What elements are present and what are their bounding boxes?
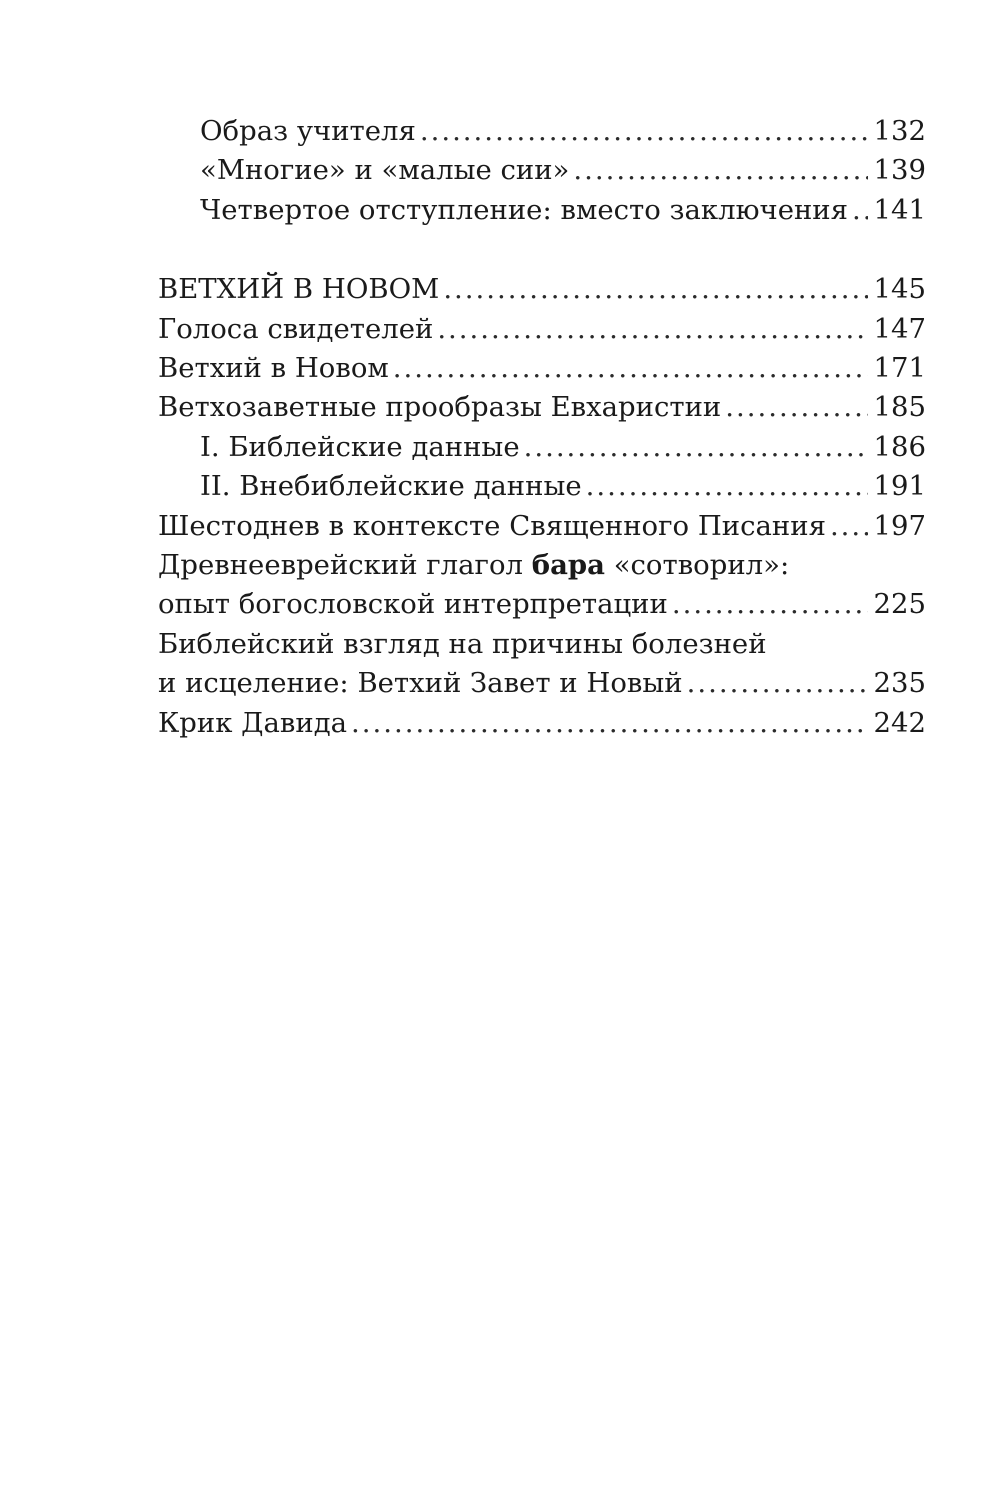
toc-entry[interactable] xyxy=(158,112,926,151)
toc-entry-page: 242 xyxy=(873,706,926,739)
toc-dot-leader xyxy=(524,428,868,467)
toc-entry-page: 132 xyxy=(873,115,926,147)
toc-dot-leader xyxy=(830,507,868,546)
toc-dot-leader xyxy=(420,112,868,151)
toc-entry-title: I. Библейские данные xyxy=(200,430,520,463)
toc-entry[interactable] xyxy=(158,310,926,349)
toc-entry-title: Ветхий в Новом xyxy=(158,352,389,385)
toc-entry-page: 171 xyxy=(873,352,926,385)
toc-dot-leader xyxy=(672,585,868,624)
toc-dot-leader xyxy=(687,664,868,703)
toc-entry-title: Четвертое отступление: вместо заключения xyxy=(200,193,848,226)
toc-entry-title: Ветхозаветные прообразы Евхаристии xyxy=(158,391,722,424)
toc-entry[interactable] xyxy=(158,428,926,467)
toc-entry-title-line1: Библейский взгляд на причины болезней xyxy=(158,627,767,660)
toc-entry-page: 185 xyxy=(873,391,926,424)
toc-entry-page: 145 xyxy=(873,273,926,306)
toc-entry-page: 235 xyxy=(873,667,926,700)
toc-entry-title-line2: и исцеление: Ветхий Завет и Новый xyxy=(158,667,683,700)
toc-entry-title-part: Древнееврейский глагол xyxy=(158,549,523,582)
toc-entry-page: 147 xyxy=(873,312,926,345)
toc-entry-page: 191 xyxy=(873,470,926,503)
toc-entry-title-line1 xyxy=(158,546,926,585)
toc-dot-leader xyxy=(393,349,868,388)
toc-section-heading[interactable] xyxy=(158,270,926,309)
toc-entry-title-part: «сотворил»: xyxy=(613,549,790,582)
toc-entry-title: ВЕТХИЙ В НОВОМ xyxy=(158,273,440,306)
toc-entry-title: Шестоднев в контексте Священного Писания xyxy=(158,509,826,542)
section-gap xyxy=(158,230,926,270)
table-of-contents xyxy=(158,112,926,743)
toc-entry[interactable] xyxy=(158,507,926,546)
toc-entry[interactable] xyxy=(158,191,926,230)
toc-entry-title: II. Внебиблейские данные xyxy=(200,470,582,503)
toc-entry-page: 186 xyxy=(873,430,926,463)
toc-dot-leader xyxy=(437,310,867,349)
toc-entry-title: «Многие» и «малые сии» xyxy=(200,154,570,187)
toc-entry[interactable] xyxy=(158,349,926,388)
toc-entry-title: Образ учителя xyxy=(200,115,416,147)
toc-dot-leader xyxy=(586,467,868,506)
toc-entry[interactable] xyxy=(158,467,926,506)
toc-entry-page: 141 xyxy=(873,193,926,226)
toc-entry-title: Голоса свидетелей xyxy=(158,312,434,345)
toc-dot-leader xyxy=(443,270,867,309)
toc-entry[interactable] xyxy=(158,388,926,427)
toc-dot-leader xyxy=(852,191,868,230)
toc-entry-page: 225 xyxy=(873,588,926,621)
toc-entry-page: 139 xyxy=(873,154,926,187)
toc-dot-leader xyxy=(725,388,867,427)
toc-entry[interactable] xyxy=(158,151,926,190)
toc-dot-leader xyxy=(351,704,867,743)
toc-entry-page: 197 xyxy=(873,509,926,542)
toc-entry[interactable] xyxy=(158,625,926,704)
toc-dot-leader xyxy=(573,151,867,190)
toc-entry[interactable] xyxy=(158,546,926,625)
toc-entry-title-bold-term: бара xyxy=(531,549,605,582)
toc-entry-title: Крик Давида xyxy=(158,706,348,739)
toc-entry[interactable] xyxy=(158,704,926,743)
toc-entry-title-line2: опыт богословской интерпретации xyxy=(158,588,668,621)
